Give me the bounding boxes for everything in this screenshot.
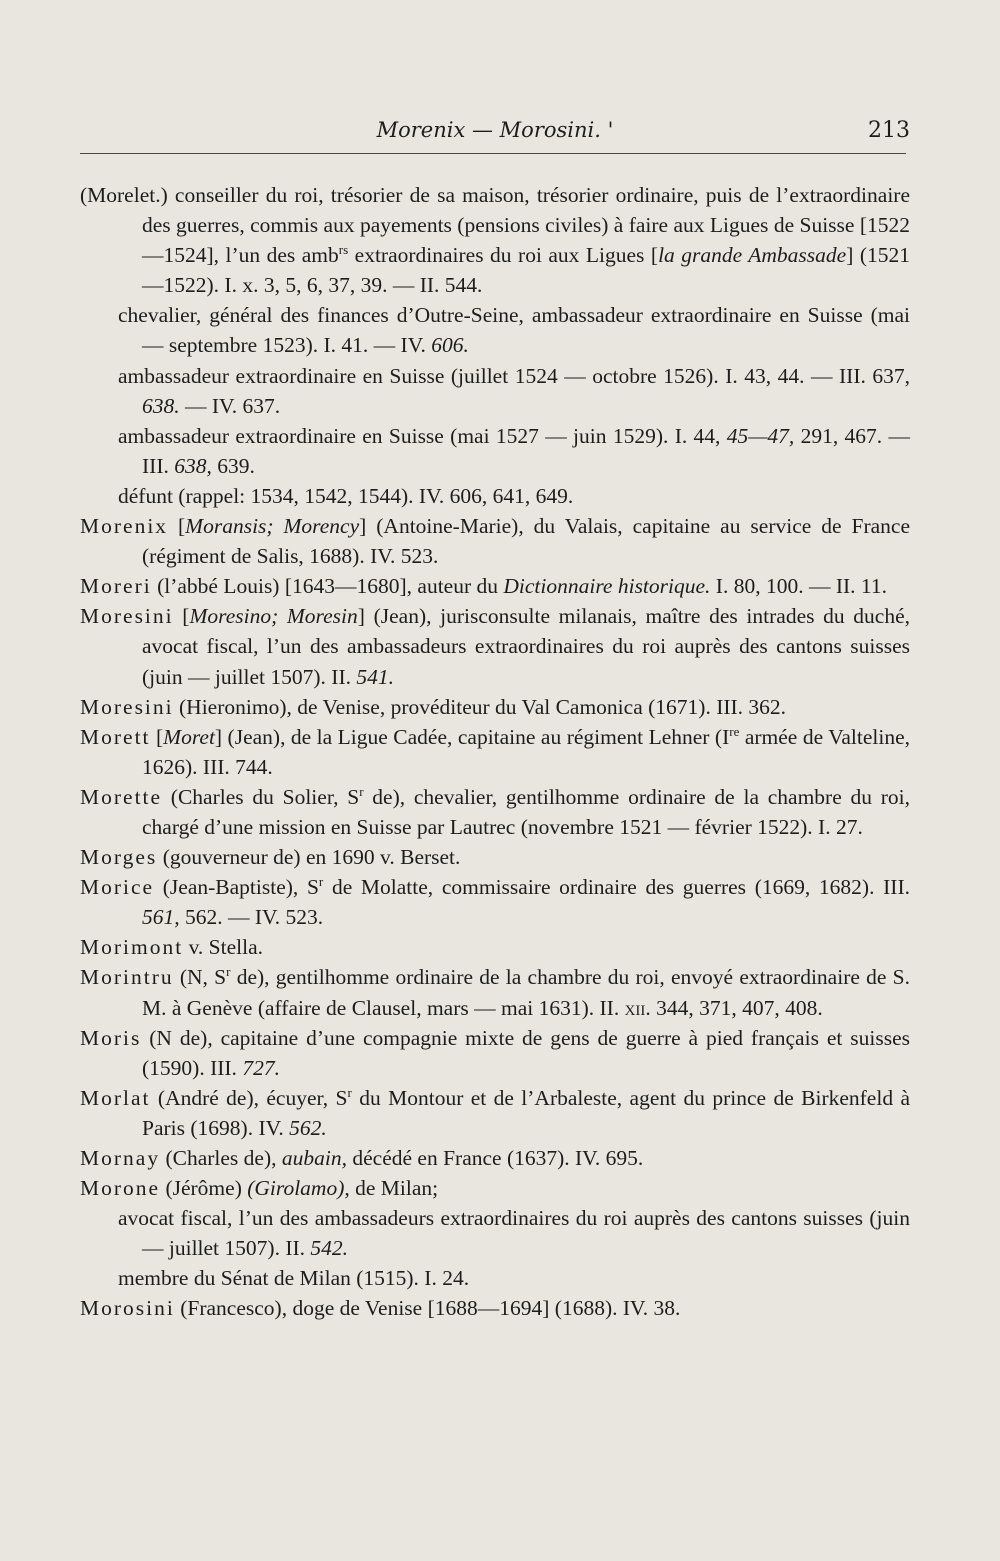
entry-text: membre du Sénat de Milan (1515). I. 24. bbox=[118, 1266, 470, 1291]
entry-text: (Hieronimo), de Venise, provéditeur du Val Camonica (1671). III. 362. bbox=[173, 694, 787, 719]
index-entry bbox=[80, 1083, 910, 1143]
entry-text: armée de Valteline, 1626). III. 744. bbox=[142, 724, 910, 779]
entry-text: (gouverneur de) en 1690 v. Berset. bbox=[157, 845, 461, 870]
entry-text: (Charles du Solier, S bbox=[162, 784, 360, 809]
entry-headword: Moresini bbox=[80, 604, 174, 629]
index-subentry bbox=[80, 481, 910, 511]
index-entry bbox=[80, 722, 910, 782]
entry-text: 638. bbox=[142, 393, 180, 418]
entry-text: I. 80, 100. — II. 11. bbox=[710, 574, 887, 599]
entry-headword: Morice bbox=[80, 875, 155, 900]
entry-text: de), gentilhomme ordinaire de la chambre du roi, envoyé extraordinaire de S. M. à Genève (affaire de Clausel, mars — mai 1631). II. bbox=[142, 965, 910, 1020]
entry-text: (Girolamo), bbox=[247, 1176, 350, 1201]
index-entry bbox=[80, 872, 910, 932]
entry-headword: Morosini bbox=[80, 1296, 175, 1321]
entry-text: ] (Jean), jurisconsulte milanais, maître des intrades du duché, avocat fiscal, l’un des ambassadeurs extraordinaires du roi auprès des cantons suisses (juin — juillet 1507). II. bbox=[142, 604, 910, 689]
entry-text: (N, S bbox=[173, 965, 227, 990]
entry-text: ambassadeur extraordinaire en Suisse (mai 1527 — juin 1529). I. 44, bbox=[118, 423, 727, 448]
page-number: 213 bbox=[868, 118, 910, 143]
entry-text: Moresino; Moresin bbox=[189, 604, 358, 629]
entry-text: 291, 467. — III. bbox=[142, 423, 910, 478]
entry-text: (André de), écuyer, S bbox=[150, 1085, 348, 1110]
entry-text: (Jean-Baptiste), S bbox=[154, 875, 319, 900]
entry-text: ] (Jean), de la Ligue Cadée, capitaine au régiment Lehner (I bbox=[214, 724, 730, 749]
entry-headword: Moreri bbox=[80, 574, 152, 599]
index-subentry bbox=[80, 1203, 910, 1263]
page-header bbox=[80, 118, 910, 148]
entry-headword: Morimont bbox=[80, 935, 184, 960]
entry-headword: Moresini bbox=[80, 694, 174, 719]
entry-text: 542. bbox=[310, 1236, 349, 1261]
index-entry bbox=[80, 962, 910, 1022]
entry-text: ] (1521—1522). I. x. 3, 5, 6, 37, 39. — II. 544. bbox=[142, 243, 910, 298]
entry-text: aubain, bbox=[281, 1146, 347, 1170]
entry-text: — IV. 637. bbox=[179, 393, 281, 418]
entry-text: de Milan; bbox=[349, 1176, 439, 1201]
entry-headword: Morone bbox=[80, 1176, 161, 1201]
entry-text: v. Stella. bbox=[183, 935, 264, 960]
index-entry bbox=[80, 782, 910, 842]
header-rule bbox=[80, 153, 906, 154]
entry-headword: Morenix bbox=[80, 514, 169, 539]
entry-text: la grande Ambassade bbox=[658, 243, 847, 268]
entry-text: 562. — IV. 523. bbox=[179, 905, 324, 930]
entry-headword: Morlat bbox=[80, 1085, 151, 1110]
entry-text: 541. bbox=[356, 664, 394, 689]
index-continuation bbox=[80, 180, 910, 300]
running-title: Morenix — Morosini. ' bbox=[376, 118, 614, 142]
entry-headword: Morintru bbox=[80, 965, 174, 990]
entry-headword: Morges bbox=[80, 845, 158, 870]
index-entry bbox=[80, 511, 910, 571]
entry-text: 639. bbox=[211, 453, 255, 478]
entry-text: 344, 371, 407, 408. bbox=[650, 995, 823, 1020]
entry-text: r bbox=[359, 783, 364, 799]
entry-text: (Charles de), bbox=[160, 1146, 282, 1170]
index-entry bbox=[80, 1173, 910, 1203]
entry-headword: Moris bbox=[80, 1025, 142, 1050]
entry-text: Dictionnaire historique. bbox=[503, 574, 711, 599]
index-entry bbox=[80, 842, 910, 872]
entry-text: 561, bbox=[142, 905, 180, 930]
entry-text: avocat fiscal, l’un des ambassadeurs extraordinaires du roi auprès des cantons suisses (juin — juillet 1507). II. bbox=[118, 1206, 910, 1261]
entry-text: r bbox=[347, 1084, 352, 1100]
entry-text: (Francesco), doge de Venise [1688—1694] (1688). IV. 38. bbox=[174, 1296, 681, 1321]
entry-text: de Molatte, commissaire ordinaire des guerres (1669, 1682). III. bbox=[323, 875, 910, 900]
index-entry bbox=[80, 571, 910, 601]
entry-text: 727. bbox=[242, 1055, 280, 1080]
entry-text: chevalier, général des finances d’Outre-Seine, ambassadeur extraordinaire en Suisse (mai — septembre 1523). I. 41. — IV. bbox=[118, 303, 910, 358]
entry-text: r bbox=[226, 964, 231, 980]
entry-text: (l’abbé Louis) [1643—1680], auteur du bbox=[151, 574, 504, 599]
index-entry bbox=[80, 601, 910, 691]
entry-text: 562. bbox=[289, 1115, 327, 1140]
entry-text: défunt (rappel: 1534, 1542, 1544). IV. 606, 641, 649. bbox=[118, 483, 574, 508]
entry-text: 45—47, bbox=[726, 423, 795, 448]
index-entry bbox=[80, 1023, 910, 1083]
entry-text: xii. bbox=[624, 995, 651, 1020]
entry-text: 638, bbox=[174, 453, 212, 478]
entry-text: r bbox=[318, 874, 324, 889]
entry-text: [ bbox=[173, 604, 190, 629]
entry-headword: Mornay bbox=[80, 1146, 161, 1170]
entry-text: Moret bbox=[163, 724, 215, 749]
index-entry bbox=[80, 932, 910, 962]
index-subentry bbox=[80, 421, 910, 481]
entry-text: rs bbox=[338, 242, 349, 258]
entry-headword: Morette bbox=[80, 784, 163, 809]
entry-text: re bbox=[729, 723, 740, 739]
entry-text: (Jérôme) bbox=[160, 1176, 248, 1201]
index-entry bbox=[80, 1293, 910, 1323]
entry-text: 606. bbox=[431, 333, 469, 358]
entry-text: ] (Antoine-Marie), du Valais, capitaine au service de France (régiment de Salis, 1688). IV. 523. bbox=[142, 514, 910, 569]
entry-text: [ bbox=[168, 514, 186, 539]
entry-text: (N de), capitaine d’une compagnie mixte de gens de guerre à pied français et suisses (1590). III. bbox=[141, 1025, 910, 1080]
entry-text: Moransis; Morency bbox=[185, 514, 360, 539]
entry-headword: Morett bbox=[80, 724, 151, 749]
entry-text: décédé en France (1637). IV. 695. bbox=[346, 1146, 644, 1170]
index-subentry bbox=[80, 300, 910, 360]
index-subentry bbox=[80, 1263, 910, 1293]
index-entries bbox=[80, 180, 910, 1324]
index-subentry bbox=[80, 361, 910, 421]
entry-text: (Morelet.) conseiller du roi, trésorier de sa maison, trésorier ordinaire, puis de l’extraordinaire des guerres, commis aux payements (pensions civiles) à faire aux Ligues de Suisse [1522—1524], l’un des amb bbox=[80, 183, 910, 268]
entry-text: [ bbox=[150, 724, 164, 749]
entry-text: de), chevalier, gentilhomme ordinaire de la chambre du roi, chargé d’une mission en Suisse par Lautrec (novembre 1521 — février 1522). I. 27. bbox=[142, 784, 910, 839]
entry-text: du Montour et de l’Arbaleste, agent du prince de Birkenfeld à Paris (1698). IV. bbox=[142, 1085, 910, 1140]
entry-text: extraordinaires du roi aux Ligues [ bbox=[348, 243, 659, 268]
index-entry bbox=[80, 692, 910, 722]
index-entry bbox=[80, 1143, 910, 1173]
entry-text: ambassadeur extraordinaire en Suisse (juillet 1524 — octobre 1526). I. 43, 44. — III. 637, bbox=[118, 363, 910, 388]
